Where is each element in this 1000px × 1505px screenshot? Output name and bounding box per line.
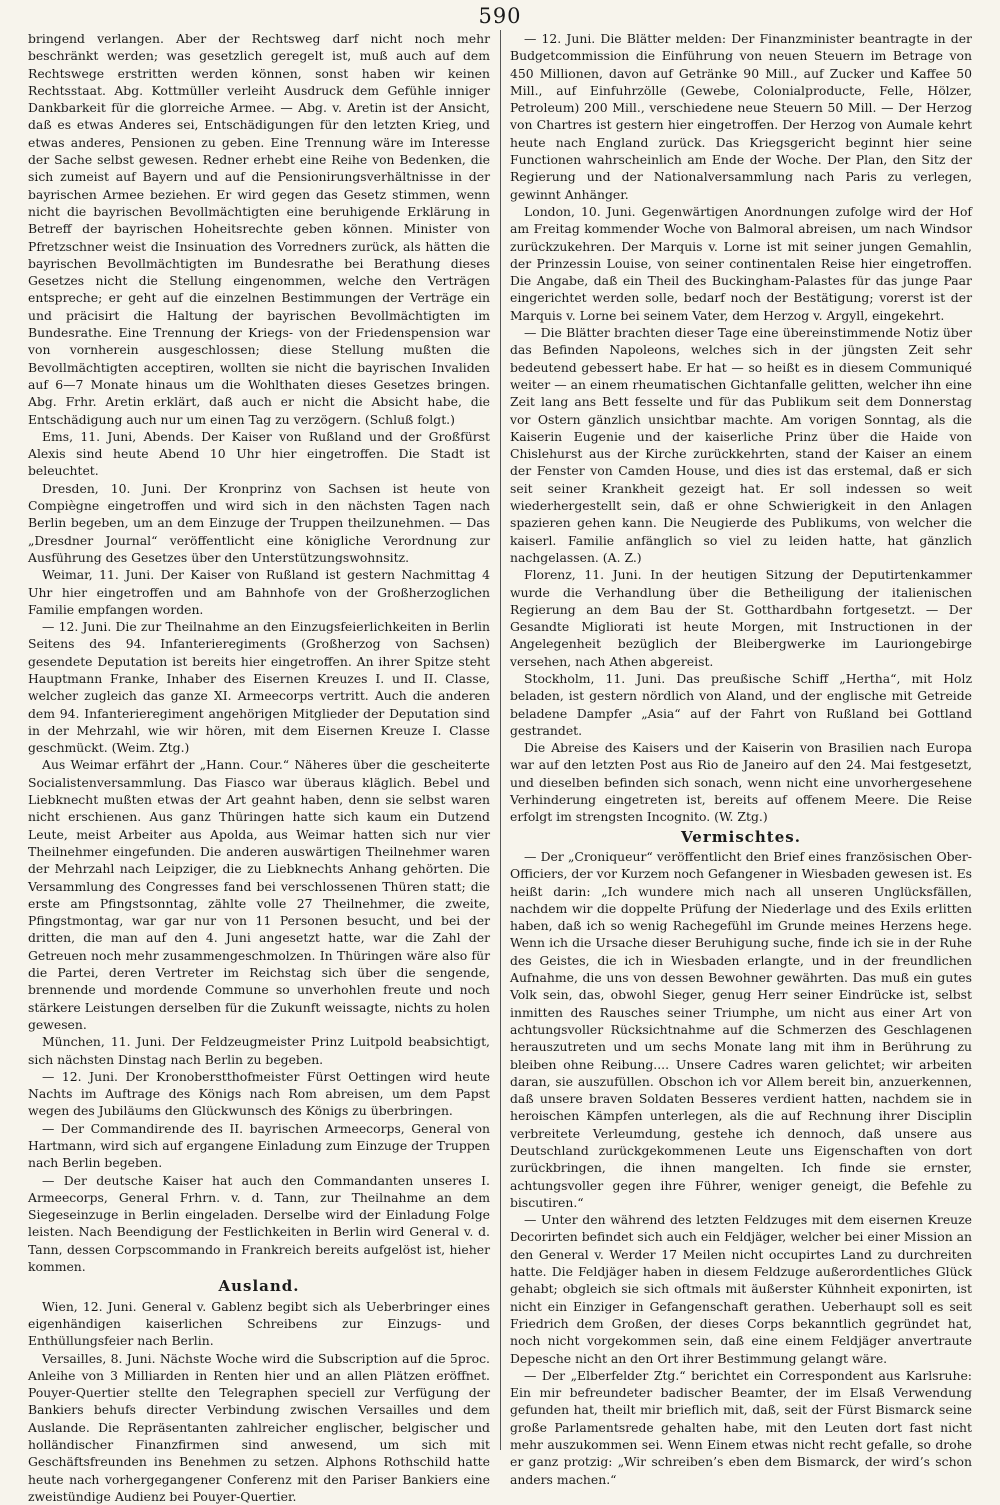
article-dresden: Dresden, 10. Juni. Der Kronprinz von Sachsen ist heute von Compiègne eingetroffen und wird sich in den nächsten Tagen nach Berlin begeben, um an dem Einzuge der Truppen theilzunehmen. — Das „Dresdner Journal“ veröffentlicht eine königliche Verordnung zur Ausführung des Gesetzes über den Unterstützungswohnsitz. xyxy=(28,480,490,565)
article-muenchen-hartmann: — Der Commandirende des II. bayrischen Armeecorps, General von Hartmann, wird sich auf ergangene Einladung zum Einzuge der Truppen nach Berlin begeben. xyxy=(28,1120,490,1171)
article-ems: Ems, 11. Juni, Abends. Der Kaiser von Rußland und der Großfürst Alexis sind heute Abend 10 Uhr hier eingetroffen. Die Stadt ist beleuchtet. xyxy=(28,428,490,479)
article-paris: — 12. Juni. Die Blätter melden: Der Finanzminister beantragte in der Budgetcommission die Einführung von neuen Steuern im Betrage von 450 Millionen, davon auf Getränke 90 Mill., auf Zucker und Kaffee 50 Mill., auf Einfuhrzölle (Gewebe, Colonialproducte, Felle, Hölzer, Petroleum) 200 Mill., verschiedene neue Steuern 50 Mill. — Der Herzog von Chartres ist gestern hier eingetroffen. Der Herzog von Aumale kehrt heute nach England zurück. Das Kriegsgericht beginnt hier seine Functionen wahrscheinlich am Ende der Woche. Der Plan, den Sitz der Regierung und der Nationalversammlung nach Paris zu verlegen, gewinnt Anhänger. xyxy=(510,31,972,202)
columns xyxy=(28,30,972,1504)
article-stockholm: Stockholm, 11. Juni. Das preußische Schiff „Hertha“, mit Holz beladen, ist gestern nördlich von Aland, und der englische mit Getreide beladene Dampfer „Asia“ auf der Fahrt von Rußland bei Gottland gestrandet. xyxy=(510,670,972,738)
article-weimar: Weimar, 11. Juni. Der Kaiser von Rußland ist gestern Nachmittag 4 Uhr hier eingetroffen und am Bahnhofe von der Großherzoglichen Familie empfangen worden. xyxy=(28,567,490,617)
article-london-napoleon: — Die Blätter brachten dieser Tage eine übereinstimmende Notiz über das Befinden Napoleons, welches sich in der jüngsten Zeit sehr bedeutend gebessert habe. Er hat — so heißt es in diesem Communiqué weiter — an einem rheumatischen Gichtanfalle gelitten, welcher ihn eine Zeit lang ans Bett fesselte und für das Publikum seit dem Donnerstag vor Ostern gänzlich unsichtbar machte. Am vorigen Sonntag, als die Kaiserin Eugenie und der kaiserliche Prinz über die Haide von Chislehurst aus der Kirche zurückkehrten, stand der Kaiser an einem der Fenster von Camden House, und dies ist das erstemal, daß er sich seit seiner Krankheit gezeigt hat. Er soll indessen so weit wiederhergestellt sein, daß er ohne Schwierigkeit in den Anlagen spazieren gehen kann. Die Neugierde des Publikums, von welcher die kaiserl. Familie anfänglich so viel zu leiden hatte, hat gänzlich nachgelassen. (A. Z.) xyxy=(510,325,972,565)
article-muenchen: München, 11. Juni. Der Feldzeugmeister Prinz Luitpold beabsichtigt, sich nächsten Dinstag nach Berlin zu begeben. xyxy=(28,1034,490,1067)
article-feldjaeger: — Unter den während des letzten Feldzuges mit dem eisernen Kreuze Decorirten befindet sich auch ein Feldjäger, welcher bei einer Mission an den General v. Werder 17 Meilen nicht occupirtes Land zu durchreiten hatte. Die Feldjäger haben in diesem Feldzuge außerordentliches Glück gehabt; obgleich sie sich oftmals mit äußerster Kühnheit exponirten, ist nicht ein Einziger in Gefangenschaft gerathen. Ueberhaupt soll es seit Friedrich dem Großen, der dieses Corps bekanntlich gegründet hat, noch nicht vorgekommen sein, daß eine einem Feldjäger anvertraute Depesche nicht an den Ort ihrer Bestimmung gelangt wäre. xyxy=(510,1212,972,1366)
article-karlsruhe: — Der „Elberfelder Ztg.“ berichtet ein Correspondent aus Karlsruhe: Ein mir befreundeter badischer Beamter, der im Elsaß Verwendung gefunden hat, theilt mir brieflich mit, daß, seit der Fürst Bismarck seine große Parlamentsrede gehalten habe, mit den Leuten dort fast nicht mehr auszukommen sei. Wenn Einem etwas nicht recht gefalle, so drohe er ganz protzig: „Wir schreiben’s eben dem Bismarck, der wird’s schon anders machen.“ xyxy=(510,1367,972,1487)
article-brasilien: Die Abreise des Kaisers und der Kaiserin von Brasilien nach Europa war auf den letzten Post aus Rio de Janeiro auf den 24. Mai festgesetzt, und dieselben befinden sich sonach, wenn nicht eine unvorhergesehene Verhinderung eingetreten ist, bereits auf offenem Meere. Die Reise erfolgt im strengsten Incognito. (W. Ztg.) xyxy=(510,740,972,825)
section-heading-vermischtes: Vermischtes. xyxy=(681,827,801,846)
article-weimar-deputation: — 12. Juni. Die zur Theilnahme an den Einzugsfeierlichkeiten in Berlin Seitens des 94. Infanterieregiments (Großherzog von Sachsen) gesendete Deputation ist bereits hier eingetroffen. An ihrer Spitze steht Hauptmann Franke, Inhaber des Eisernen Kreuzes I. und II. Classe, welcher zugleich das ganze XI. Armeecorps vertritt. Auch die anderen dem 94. Infanterieregiment angehörigen Mitglieder der Deputation sind in der Mehrzahl, wie wir hören, mit dem Eisernen Kreuze I. Classe geschmückt. (Weim. Ztg.) xyxy=(28,619,490,756)
article-london: London, 10. Juni. Gegenwärtigen Anordnungen zufolge wird der Hof am Freitag kommender Woche von Balmoral abreisen, um nach Windsor zurückzukehren. Der Marquis v. Lorne ist mit seiner jungen Gemahlin, der Prinzessin Louise, von seiner continentalen Reise hier eingetroffen. Die Angabe, daß ein Theil des Buckingham-Palastes für das junge Paar eingerichtet werden solle, bedarf noch der Bestätigung; vorerst ist der Marquis v. Lorne bei seinem Vater, dem Herzog v. Argyll, eingekehrt. xyxy=(510,203,972,323)
article-versailles: Versailles, 8. Juni. Nächste Woche wird die Subscription auf die 5proc. Anleihe von 3 Milliarden in Renten hier und an allen Plätzen eröffnet. Pouyer-Quertier stellte den Telegraphen speciell zur Verfügung der Bankiers behufs directer Verbindung zwischen Versailles und dem Auslande. Die Repräsentanten zahlreicher englischer, belgischer und holländischer Finanzfirmen sind anwesend, um sich mit Geschäftsfreunden ins Benehmen zu setzen. Alphons Rothschild hatte heute nach vorhergegangener Conferenz mit den Pariser Bankiers eine zweistündige Audienz bei Pouyer-Quertier. xyxy=(28,1350,490,1504)
article-florenz: Florenz, 11. Juni. In der heutigen Sitzung der Deputirtenkammer wurde die Verhandlung über die Betheiligung der italienischen Regierung an dem Bau der St. Gotthardbahn fortgesetzt. — Der Gesandte Migliorati ist heute Morgen, mit Instructionen in der Angelegenheit bezüglich der Bleibergwerke im Lauriongebirge versehen, nach Athen abgereist. xyxy=(510,567,972,669)
article-muenchen-rom: — 12. Juni. Der Kronoberstthofmeister Fürst Oettingen wird heute Nachts im Auftrage des Königs nach Rom abreisen, um dem Papst wegen des Jubiläums den Glückwunsch des Königs zu überbringen. xyxy=(28,1068,490,1119)
article-weimar-socialists: Aus Weimar erfährt der „Hann. Cour.“ Näheres über die gescheiterte Socialistenversammlung. Das Fiasco war überaus kläglich. Bebel und Liebknecht mußten etwas der Art geahnt haben, denn sie selbst waren nicht erschienen. Aus ganz Thüringen hatte sich kaum ein Dutzend Leute, meist Arbeiter aus Apolda, aus Weimar hatten sich nur vier Theilnehmer eingefunden. Die anderen auswärtigen Theilnehmer waren der Mehrzahl nach Leipziger, die zu Liebknechts Anhang gehörten. Die Versammlung des Congresses fand bei verschlossenen Thüren statt; die erste am Pfingstsonntag, zählte volle 27 Theilnehmer, die zweite, Pfingstmontag, war gar nur von 11 Personen besucht, und bei der dritten, die man auf den 4. Juni angesetzt hatte, war die Zahl der Getreuen noch mehr zusammengeschmolzen. In Thüringen wäre also für die Partei, deren Vertreter im Reichstag sich über die sengende, brennende und mordende Commune so unverhohlen freute und noch stärkere Leistungen derselben für die Zukunft weissagte, nichts zu holen gewesen. xyxy=(28,757,490,1032)
article-paragraph: bringend verlangen. Aber der Rechtsweg darf nicht noch mehr beschränkt werden; was gesetzlich geregelt ist, muß auch auf dem Rechtswege erstritten werden können, sonst haben wir keinen Rechtsstaat. Abg. Kottmüller verleiht Ausdruck dem Gefühle inniger Dankbarkeit für die glorreiche Armee. — Abg. v. Aretin ist der Ansicht, daß es etwas Anderes sei, Entschädigungen für den letzten Krieg, und etwas anderes, Pensionen zu geben. Eine Trennung wäre im Interesse der Sache selbst gewesen. Redner erhebt eine Reihe von Bedenken, die sich zumeist auf Bayern und auf die Pensionirungsverhältnisse in der bayrischen Armee beziehen. Er wird gegen das Gesetz stimmen, wenn nicht die bayrischen Bevollmächtigten eine beruhigende Erklärung in Betreff der bayrischen Hoheitsrechte geben können. Minister von Pfretzschner weist die Insinuation des Vorredners zurück, als hätten die bayrischen Bevollmächtigten im Bundesrathe bei Berathung dieses Gesetzes nicht die Stellung eingenommen, welche den Verträgen entspreche; er geht auf die einzelnen Bestimmungen der Verträge ein und präcisirt die Haltung der bayrischen Bevollmächtigten im Bundesrathe. Eine Trennung der Kriegs- von der Friedenspension war von vornherein ausgeschlossen; diese Stellung mußten die Bevollmächtigten acceptiren, wollten sie nicht die bayrischen Invaliden auf 6—7 Monate hinaus um die Wohlthaten dieses Gesetzes bringen. Abg. Frhr. Aretin erklärt, daß auch er nicht die Absicht habe, die Entschädigung auch nur um einen Tag zu verzögern. (Schluß folgt.) xyxy=(28,31,490,427)
page-number: 590 xyxy=(478,4,522,28)
right-column xyxy=(510,30,972,1487)
article-croniqueur: — Der „Croniqueur“ veröffentlicht den Brief eines französischen Ober-Officiers, der vor Kurzem noch Gefangener in Wiesbaden gewesen ist. Es heißt darin: „Ich wundere mich nach all unseren Unglücksfällen, nachdem wir die doppelte Prüfung der Niederlage und des Exils erlitten haben, daß ich so wenig Rachegefühl im Grunde meines Herzens hege. Wenn ich die Ursache dieser Beruhigung suche, finde ich sie in der Ruhe des Geistes, die ich in Wiesbaden erlangte, und in der freundlichen Aufnahme, die uns von dessen Bewohner gewährten. Das muß ein gutes Volk sein, das, obwohl Sieger, genug Herr seiner Eindrücke ist, selbst inmitten des Rausches seiner Triumphe, um nicht aus einer Art von achtungsvoller Rücksichtnahme auf die Schmerzen des Geschlagenen herauszutreten und um sechs Monate lang mit ihm in Berührung zu bleiben ohne Reibung.... Unsere Cadres waren gelichtet; wir arbeiten daran, sie auszufüllen. Obschon ich vor Allem bereit bin, anzuerkennen, daß unsere braven Soldaten Besseres verdient hatten, nachdem sie in heroischen Kämpfen unterlegen, als die auf Rechnung ihrer Disciplin verbreitete Verleumdung, gestehe ich dennoch, daß unsere aus Deutschland zurückgekommenen Leute uns Eigenschaften von dort zurückbringen, die ihnen mangelten. Ich finde sie ernster, achtungsvoller gegen ihre Führer, weniger geneigt, die Befehle zu biscutiren.“ xyxy=(510,848,972,1210)
section-heading-ausland: Ausland. xyxy=(218,1277,300,1296)
article-wien: Wien, 12. Juni. General v. Gablenz begibt sich als Ueberbringer eines eigenhändigen kaiserlichen Schreibens zur Einzugs- und Enthüllungsfeier nach Berlin. xyxy=(28,1298,490,1349)
article-muenchen-tann: — Der deutsche Kaiser hat auch den Commandanten unseres I. Armeecorps, General Frhrn. v. d. Tann, zur Theilnahme an dem Siegeseinzuge in Berlin eingeladen. Derselbe wird der Einladung Folge leisten. Nach Beendigung der Festlichkeiten in Berlin wird General v. d. Tann, dessen Corpscommando in Frankreich bereits aufgelöst ist, hieher kommen. xyxy=(28,1172,490,1275)
left-column xyxy=(28,30,490,1504)
column-divider xyxy=(500,30,501,1450)
